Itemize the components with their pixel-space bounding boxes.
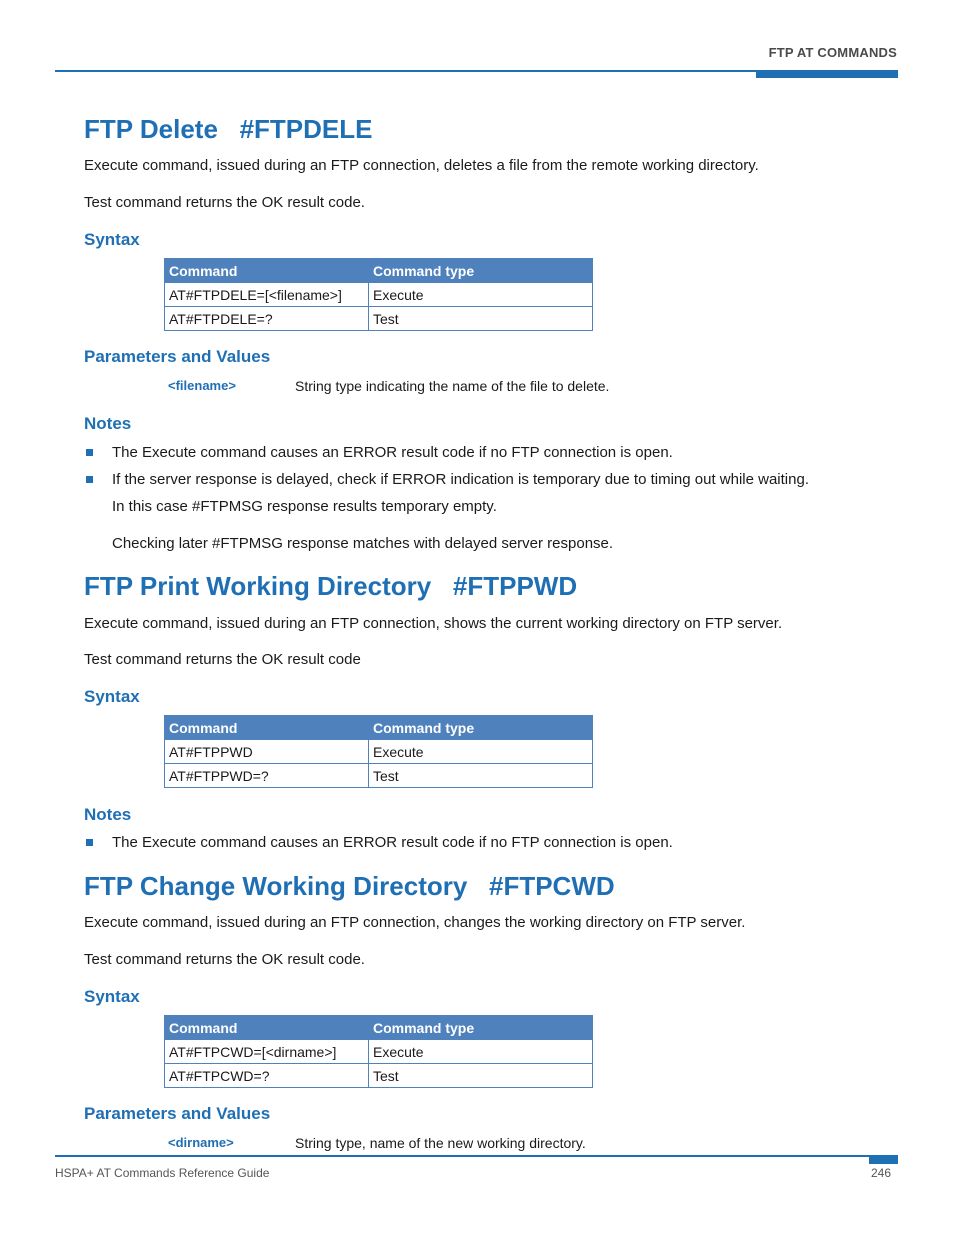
table-row	[165, 307, 593, 331]
col-command-type: Command type	[369, 259, 593, 283]
ftppwd-syntax-heading: Syntax	[84, 687, 140, 706]
col-command: Command	[165, 1016, 369, 1040]
ftppwd-syntax-table	[164, 715, 593, 788]
ftpdele-desc1: Execute command, issued during an FTP connection, deletes a file from the remote working directory.	[84, 157, 759, 174]
ftppwd-notes-heading: Notes	[84, 805, 132, 824]
param-desc-filename: String type indicating the name of the file to delete.	[295, 378, 610, 394]
page-number: 246	[870, 1166, 891, 1180]
cell-command: AT#FTPDELE=[<filename>]	[165, 283, 369, 307]
table-header-row	[165, 716, 593, 740]
running-header: FTP AT COMMANDS	[768, 45, 897, 60]
ftppwd-note-1: The Execute command causes an ERROR result code if no FTP connection is open.	[112, 834, 673, 851]
ftpdele-note-1: The Execute command causes an ERROR result code if no FTP connection is open.	[112, 444, 673, 461]
ftpdele-notes-heading: Notes	[84, 414, 132, 433]
ftpdele-note-2-cont: In this case #FTPMSG response results temporary empty.	[112, 498, 497, 515]
table-header-row	[165, 259, 593, 283]
bullet-icon	[86, 476, 93, 483]
cell-command: AT#FTPPWD=?	[165, 764, 369, 788]
cell-command: AT#FTPDELE=?	[165, 307, 369, 331]
table-header-row	[165, 1016, 593, 1040]
ftpdele-params-heading: Parameters and Values	[84, 347, 271, 366]
ftpdele-desc2: Test command returns the OK result code.	[84, 194, 365, 211]
col-command-type: Command type	[369, 1016, 593, 1040]
section-title-ftpdele: FTP Delete #FTPDELE	[84, 114, 373, 144]
cell-type: Test	[369, 764, 593, 788]
ftpdele-syntax-table	[164, 258, 593, 331]
ftpdele-syntax-heading: Syntax	[84, 230, 140, 249]
table-row	[165, 1064, 593, 1088]
table-row	[165, 740, 593, 764]
ftppwd-desc1: Execute command, issued during an FTP connection, shows the current working directory on FTP server.	[84, 615, 783, 632]
cell-type: Test	[369, 1064, 593, 1088]
table-row	[165, 764, 593, 788]
footer-guide-title: HSPA+ AT Commands Reference Guide	[55, 1166, 270, 1180]
param-desc-dirname: String type, name of the new working directory.	[295, 1135, 586, 1151]
header-tab	[756, 70, 898, 78]
table-row	[165, 1040, 593, 1064]
ftpcwd-desc2: Test command returns the OK result code.	[84, 951, 365, 968]
section-title-ftpcwd: FTP Change Working Directory #FTPCWD	[84, 871, 615, 901]
col-command: Command	[165, 716, 369, 740]
ftpdele-note-2: If the server response is delayed, check if ERROR indication is temporary due to timing out while waiting.	[112, 471, 809, 488]
param-name-filename: <filename>	[168, 378, 236, 393]
footer-rule	[55, 1155, 898, 1157]
ftpdele-note-2-cont2: Checking later #FTPMSG response matches with delayed server response.	[112, 535, 614, 552]
col-command: Command	[165, 259, 369, 283]
ftpcwd-params-heading: Parameters and Values	[84, 1104, 271, 1123]
cell-type: Execute	[369, 283, 593, 307]
cell-type: Test	[369, 307, 593, 331]
ftpcwd-desc1: Execute command, issued during an FTP connection, changes the working directory on FTP server.	[84, 914, 746, 931]
param-name-dirname: <dirname>	[168, 1135, 234, 1150]
section-title-ftppwd: FTP Print Working Directory #FTPPWD	[84, 571, 578, 601]
cell-command: AT#FTPPWD	[165, 740, 369, 764]
ftppwd-desc2: Test command returns the OK result code	[84, 651, 361, 668]
bullet-icon	[86, 449, 93, 456]
ftpcwd-syntax-heading: Syntax	[84, 987, 140, 1006]
cell-type: Execute	[369, 1040, 593, 1064]
table-row	[165, 283, 593, 307]
col-command-type: Command type	[369, 716, 593, 740]
cell-type: Execute	[369, 740, 593, 764]
cell-command: AT#FTPCWD=?	[165, 1064, 369, 1088]
ftpcwd-syntax-table	[164, 1015, 593, 1088]
cell-command: AT#FTPCWD=[<dirname>]	[165, 1040, 369, 1064]
bullet-icon	[86, 839, 93, 846]
footer-tab	[869, 1155, 898, 1164]
